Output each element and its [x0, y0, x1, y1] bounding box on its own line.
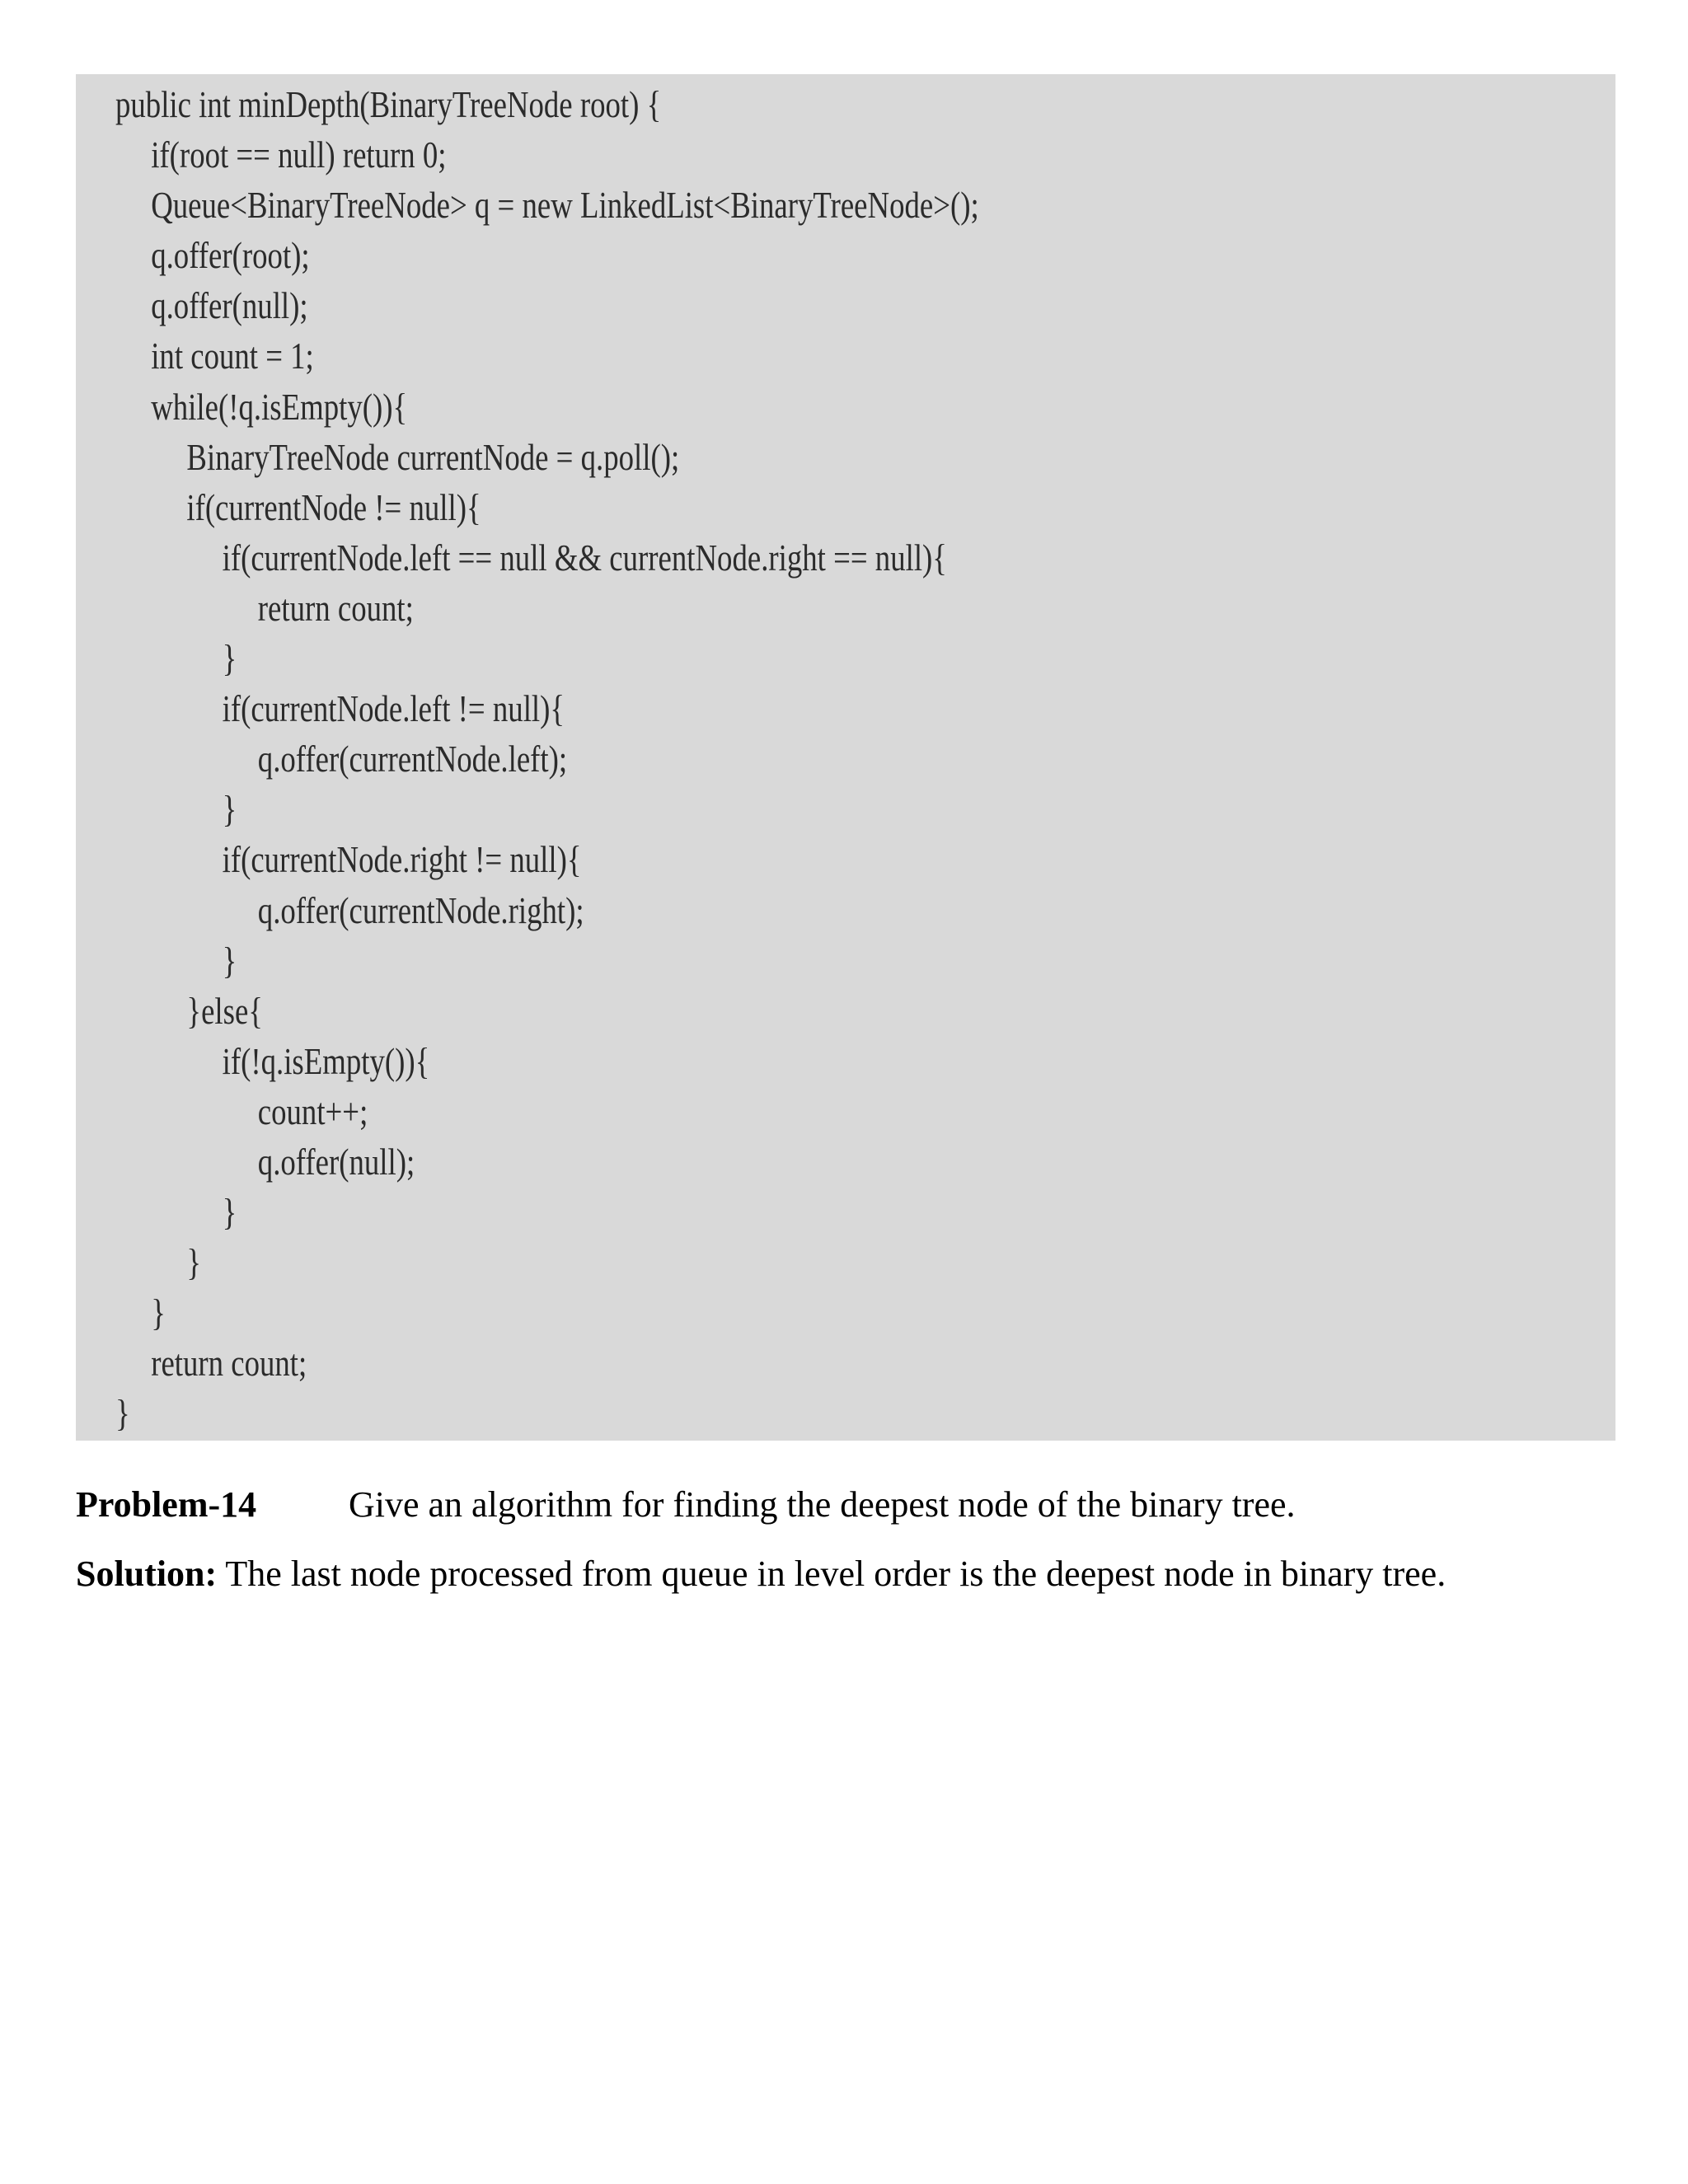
code-line: if(currentNode.left != null){ [222, 687, 565, 730]
solution-statement [76, 1549, 1625, 1599]
code-line: if(currentNode != null){ [186, 485, 481, 528]
code-line: if(!q.isEmpty()){ [222, 1039, 430, 1082]
solution-label: Solution: [76, 1554, 218, 1594]
code-line: public int minDepth(BinaryTreeNode root) { [115, 83, 662, 125]
code-line: Queue<BinaryTreeNode> q = new LinkedList<BinaryTreeNode>(); [151, 184, 979, 227]
code-line: } [151, 1291, 166, 1334]
code-line: int count = 1; [151, 335, 314, 377]
problem-label: Problem-14 [76, 1484, 257, 1525]
code-line: } [222, 637, 237, 680]
code-line: if(currentNode.right != null){ [222, 838, 582, 881]
code-line: } [222, 939, 237, 982]
code-line: BinaryTreeNode currentNode = q.poll(); [186, 435, 680, 478]
solution-text: The last node processed from queue in level order is the deepest node in binary tree. [225, 1554, 1447, 1594]
code-line: return count; [257, 586, 414, 629]
code-line: if(currentNode.left == null && currentNode.right == null){ [222, 536, 947, 579]
code-line: } [222, 1191, 237, 1234]
code-line: } [186, 1241, 202, 1284]
code-line: }else{ [186, 989, 263, 1032]
problem-text: Give an algorithm for finding the deepest node of the binary tree. [349, 1484, 1296, 1525]
code-line: q.offer(null); [151, 284, 308, 327]
code-line: q.offer(currentNode.left); [257, 738, 568, 780]
code-line: while(!q.isEmpty()){ [151, 385, 408, 428]
code-line: return count; [151, 1342, 307, 1385]
problem-statement [76, 1480, 1625, 1530]
code-line: } [115, 1392, 130, 1435]
code-listing [76, 74, 1615, 1441]
code-line: count++; [257, 1090, 368, 1132]
code-lines [115, 79, 1195, 1439]
code-line: if(root == null) return 0; [151, 134, 447, 176]
code-line: q.offer(null); [257, 1140, 415, 1183]
code-line: } [222, 788, 237, 831]
code-line: q.offer(currentNode.right); [257, 888, 584, 931]
code-line: q.offer(root); [151, 234, 310, 277]
